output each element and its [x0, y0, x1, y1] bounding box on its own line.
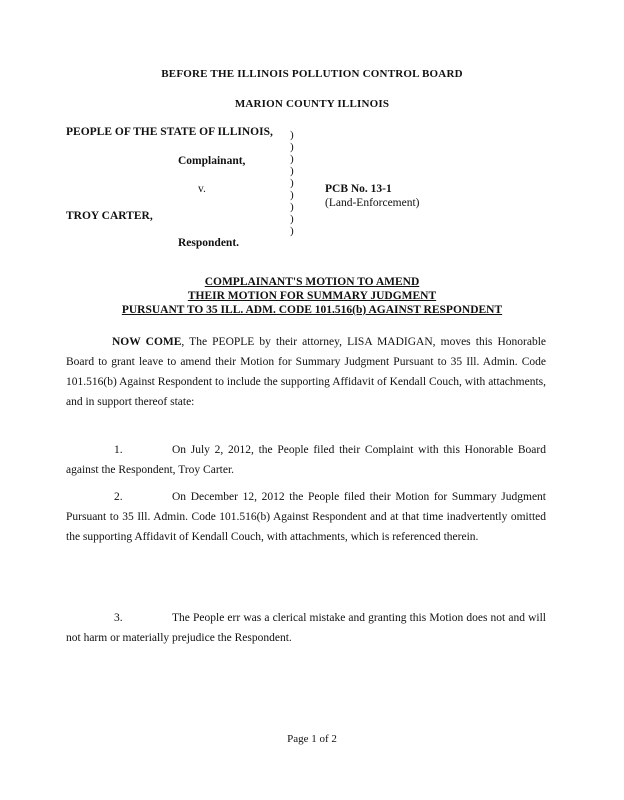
intro-paragraph	[66, 332, 546, 412]
paragraph-number: 2.	[114, 491, 123, 503]
motion-title-line1: COMPLAINANT'S MOTION TO AMEND	[204, 276, 420, 288]
intro-lead: NOW COME	[112, 336, 182, 348]
caption-respondent-label: Respondent.	[178, 237, 240, 249]
paragraph-2	[66, 487, 546, 547]
paragraph-text: On July 2, 2012, the People filed their Complaint with this Honorable Board against the Respondent, Troy Carter.	[66, 444, 546, 476]
county-heading: MARION COUNTY ILLINOIS	[234, 98, 390, 110]
caption-defendant: TROY CARTER,	[66, 210, 153, 222]
motion-title-line2: THEIR MOTION FOR SUMMARY JUDGMENT	[187, 290, 437, 302]
case-type: (Land-Enforcement)	[325, 197, 420, 209]
paragraph-1	[66, 440, 546, 480]
paragraph-number: 3.	[114, 612, 123, 624]
caption-plaintiff: PEOPLE OF THE STATE OF ILLINOIS,	[66, 126, 273, 138]
case-number: PCB No. 13-1	[325, 183, 392, 195]
paragraph-text: On December 12, 2012 the People filed their Motion for Summary Judgment Pursuant to 35 Ill. Admin. Code 101.516(b) Against Respondent and at that time inadvertently omitted the supporting Affidavit of Kendall Couch, with attachments, which is referenced therein.	[66, 491, 546, 543]
paragraph-text: The People err was a clerical mistake and granting this Motion does not and will not harm or materially prejudice the Respondent.	[66, 612, 546, 644]
page-number: Page 1 of 2	[287, 733, 337, 745]
caption-parentheses: ) ) ) ) ) ) ) ) )	[290, 129, 294, 237]
board-heading: BEFORE THE ILLINOIS POLLUTION CONTROL BOARD	[161, 68, 463, 80]
motion-title-line3: PURSUANT TO 35 ILL. ADM. CODE 101.516(b) AGAINST RESPONDENT	[121, 304, 503, 316]
caption-versus: v.	[198, 183, 206, 195]
caption-complainant-label: Complainant,	[178, 155, 246, 167]
paragraph-3	[66, 608, 546, 648]
paragraph-number: 1.	[114, 444, 123, 456]
intro-text: , The PEOPLE by their attorney, LISA MADIGAN, moves this Honorable Board to grant leave to amend their Motion for Summary Judgment Pursuant to 35 Ill. Admin. Code 101.516(b) Against Respondent to include the supporting Affidavit of Kendall Couch, with attachments, and in support thereof state:	[66, 336, 546, 408]
